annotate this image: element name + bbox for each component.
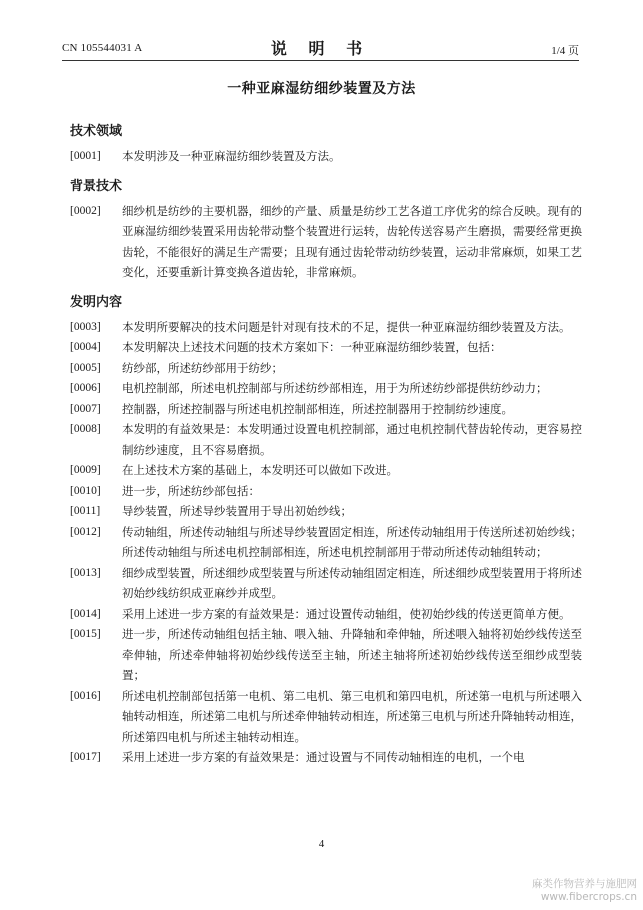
paragraph-text: 传动轴组，所述传动轴组与所述导纱装置固定相连，所述传动轴组用于传送所述初始纱线；所述传动轴组与所述电机控制部相连，所述电机控制部用于带动所述传动轴组转动； xyxy=(122,524,582,559)
paragraph-text: 本发明所要解决的技术问题是针对现有技术的不足，提供一种亚麻湿纺细纱装置及方法。 xyxy=(122,319,571,334)
paragraph-text: 控制器，所述控制器与所述电机控制部相连，所述控制器用于控制纺纱速度。 xyxy=(122,401,513,416)
paragraph-number: [0017] xyxy=(70,751,101,763)
paragraph-text: 纺纱部，所述纺纱部用于纺纱； xyxy=(122,360,283,375)
paragraph-text: 采用上述进一步方案的有益效果是：通过设置传动轴组，使初始纱线的传送更简单方便。 xyxy=(122,606,571,621)
patent-title: 一种亚麻湿纺细纱装置及方法 xyxy=(227,81,416,97)
paragraph xyxy=(70,460,582,481)
paragraph-text: 进一步，所述传动轴组包括主轴、喂入轴、升降轴和牵伸轴，所述喂入轴将初始纱线传送至牵伸轴，所述牵伸轴将初始纱线传送至主轴，所述主轴将所述初始纱线传送至细纱成型装置； xyxy=(122,627,582,682)
paragraph xyxy=(70,358,582,379)
paragraph-number: [0010] xyxy=(70,484,101,497)
paragraph-number: [0004] xyxy=(70,341,101,353)
section-heading: 发明内容 xyxy=(70,294,123,310)
paragraph-text: 采用上述进一步方案的有益效果是：通过设置与不同传动轴相连的电机，一个电 xyxy=(122,750,525,764)
paragraph-text: 进一步，所述纺纱部包括： xyxy=(122,483,260,498)
site-watermark xyxy=(532,878,637,904)
paragraph xyxy=(70,201,582,283)
paragraph xyxy=(70,604,582,625)
paragraph xyxy=(70,399,582,420)
paragraph-number: [0016] xyxy=(70,689,101,702)
paragraph xyxy=(70,419,582,460)
watermark-site-name: 麻类作物营养与施肥网 xyxy=(532,878,637,890)
paragraph-number: [0001] xyxy=(70,150,101,162)
paragraph-number: [0009] xyxy=(70,464,101,476)
paragraph-number: [0008] xyxy=(70,423,101,435)
paragraph xyxy=(70,563,582,604)
header-divider xyxy=(62,60,579,61)
paragraph-number: [0011] xyxy=(70,505,101,517)
paragraph xyxy=(70,481,582,502)
paragraph-text: 本发明涉及一种亚麻湿纺细纱装置及方法。 xyxy=(122,149,341,163)
paragraph xyxy=(70,624,582,686)
paragraph-number: [0003] xyxy=(70,320,101,333)
paragraph-number: [0007] xyxy=(70,402,101,415)
paragraph-text: 在上述技术方案的基础上，本发明还可以做如下改进。 xyxy=(122,463,398,477)
document-body xyxy=(70,116,582,768)
paragraph xyxy=(70,522,582,563)
paragraph-number: [0005] xyxy=(70,361,101,374)
paragraph-number: [0015] xyxy=(70,628,101,640)
paragraph xyxy=(70,337,582,358)
paragraph xyxy=(70,686,582,748)
paragraph-text: 细纱机是纺纱的主要机器，细纱的产量、质量是纺纱工艺各道工序优劣的综合反映。现有的亚麻湿纺细纱装置采用齿轮带动整个装置进行运转，齿轮传送容易产生磨损，需要经常更换齿轮，不能很好的满足生产需要；且现有通过齿轮带动纺纱装置，运动非常麻烦，如果工艺变化，还要重新计算变换各道齿轮，非常麻烦。 xyxy=(122,203,582,279)
paragraph-text: 电机控制部，所述电机控制部与所述纺纱部相连，用于为所述纺纱部提供纺纱动力； xyxy=(122,381,548,395)
paragraph xyxy=(70,747,582,768)
paragraph xyxy=(70,378,582,399)
paragraph-text: 导纱装置，所述导纱装置用于导出初始纱线； xyxy=(122,504,352,518)
paragraph-number: [0012] xyxy=(70,525,101,538)
paragraph-text: 细纱成型装置，所述细纱成型装置与所述传动轴组固定相连，所述细纱成型装置用于将所述初始纱线纺织成亚麻纱并成型。 xyxy=(122,565,582,600)
paragraph-number: [0006] xyxy=(70,382,101,394)
paragraph xyxy=(70,146,582,167)
publication-number: CN 105544031 A xyxy=(62,42,143,54)
paragraph-text: 本发明解决上述技术问题的技术方案如下：一种亚麻湿纺细纱装置，包括： xyxy=(122,340,502,354)
paragraph-number: [0013] xyxy=(70,566,101,579)
paragraph-number: [0014] xyxy=(70,607,101,620)
paragraph xyxy=(70,317,582,338)
paragraph-text: 所述电机控制部包括第一电机、第二电机、第三电机和第四电机，所述第一电机与所述喂入轴转动相连，所述第二电机与所述牵伸轴转动相连，所述第三电机与所述升降轴转动相连，所述第四电机与所述主轴转动相连。 xyxy=(122,688,582,744)
watermark-url: www.fibercrops.cn xyxy=(540,891,637,903)
paragraph xyxy=(70,501,582,522)
document-type-title: 说 明 书 xyxy=(270,39,371,58)
page-number: 4 xyxy=(318,838,325,850)
section-heading: 背景技术 xyxy=(70,178,123,194)
page-indicator: 1/4 页 xyxy=(551,45,579,57)
paragraph-number: [0002] xyxy=(70,204,101,217)
paragraph-text: 本发明的有益效果是：本发明通过设置电机控制部，通过电机控制代替齿轮传动，更容易控制纺纱速度，且不容易磨损。 xyxy=(122,422,582,457)
section-heading: 技术领域 xyxy=(70,124,123,139)
page-header xyxy=(62,30,579,60)
